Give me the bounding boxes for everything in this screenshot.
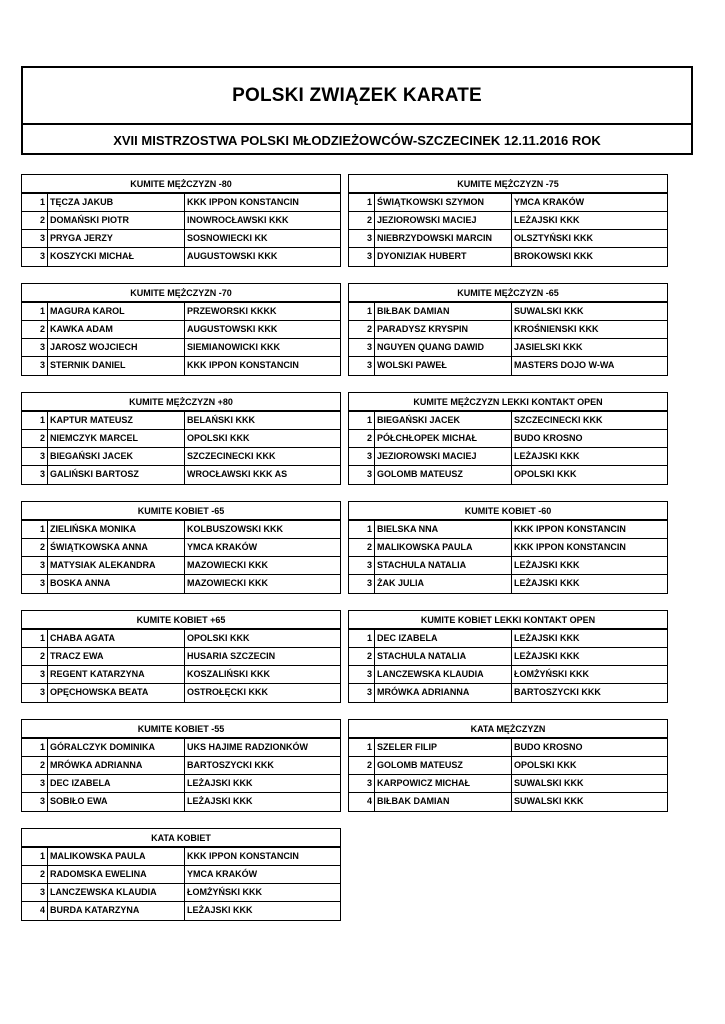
competitor-name: KOSZYCKI MICHAŁ bbox=[48, 248, 185, 266]
club-name: LEŻAJSKI KKK bbox=[514, 578, 580, 588]
table-row bbox=[22, 448, 340, 466]
table-row bbox=[22, 430, 340, 448]
place-cell: 1 bbox=[22, 739, 48, 756]
table-row bbox=[22, 630, 340, 648]
table-row bbox=[22, 848, 340, 866]
competitor-name: JEZIOROWSKI MACIEJ bbox=[375, 448, 512, 465]
club-name: MASTERS DOJO W-WA bbox=[514, 360, 615, 370]
competitor-name: RADOMSKA EWELINA bbox=[48, 866, 185, 883]
table-row bbox=[349, 321, 667, 339]
table-row bbox=[22, 521, 340, 539]
table-row bbox=[22, 866, 340, 884]
club-name: BROKOWSKI KKK bbox=[514, 251, 593, 261]
category-table bbox=[348, 719, 668, 812]
place-cell: 3 bbox=[22, 575, 48, 593]
place-cell: 3 bbox=[22, 884, 48, 901]
place-cell: 2 bbox=[349, 430, 375, 447]
place-cell: 3 bbox=[22, 357, 48, 375]
competitor-name: JEZIOROWSKI MACIEJ bbox=[375, 212, 512, 229]
club-name: SOSNOWIECKI KK bbox=[187, 233, 268, 243]
competitor-name: DYONIZIAK HUBERT bbox=[375, 248, 512, 266]
table-row bbox=[349, 357, 667, 375]
competitor-name: BIELSKA NNA bbox=[375, 521, 512, 538]
category-title: KUMITE MĘŻCZYZN -80 bbox=[22, 175, 340, 194]
table-row bbox=[349, 539, 667, 557]
table-row bbox=[349, 230, 667, 248]
club-name: OPOLSKI KKK bbox=[514, 469, 577, 479]
table-row bbox=[22, 757, 340, 775]
category-title: KUMITE KOBIET -55 bbox=[22, 720, 340, 739]
club-name: LEŻAJSKI KKK bbox=[514, 651, 580, 661]
club-name: SUWALSKI KKK bbox=[514, 796, 584, 806]
table-row bbox=[349, 684, 667, 702]
table-row bbox=[349, 648, 667, 666]
place-cell: 3 bbox=[349, 339, 375, 356]
place-cell: 3 bbox=[349, 230, 375, 247]
table-row bbox=[22, 321, 340, 339]
competitor-name: NGUYEN QUANG DAWID bbox=[375, 339, 512, 356]
place-cell: 1 bbox=[22, 303, 48, 320]
club-name: AUGUSTOWSKI KKK bbox=[187, 324, 278, 334]
table-row bbox=[349, 557, 667, 575]
place-cell: 3 bbox=[22, 793, 48, 811]
competitor-name: ZIELIŃSKA MONIKA bbox=[48, 521, 185, 538]
competitor-name: MALIKOWSKA PAULA bbox=[48, 848, 185, 865]
place-cell: 2 bbox=[22, 866, 48, 883]
place-cell: 1 bbox=[22, 194, 48, 211]
category-table bbox=[348, 283, 668, 376]
club-name: MAZOWIECKI KKK bbox=[187, 578, 268, 588]
table-row bbox=[349, 448, 667, 466]
club-name: BUDO KROSNO bbox=[514, 433, 583, 443]
competitor-name: DEC IZABELA bbox=[375, 630, 512, 647]
club-name: OPOLSKI KKK bbox=[514, 760, 577, 770]
place-cell: 1 bbox=[22, 848, 48, 865]
competitor-name: BIŁBAK DAMIAN bbox=[375, 303, 512, 320]
category-title: KUMITE MĘŻCZYZN LEKKI KONTAKT OPEN bbox=[349, 393, 667, 412]
competitor-name: KAPTUR MATEUSZ bbox=[48, 412, 185, 429]
table-row bbox=[22, 684, 340, 702]
club-name: LEŻAJSKI KKK bbox=[514, 560, 580, 570]
competitor-name: LANCZEWSKA KLAUDIA bbox=[48, 884, 185, 901]
table-row bbox=[349, 430, 667, 448]
competitor-name: BIŁBAK DAMIAN bbox=[375, 793, 512, 811]
place-cell: 1 bbox=[349, 521, 375, 538]
place-cell: 2 bbox=[349, 757, 375, 774]
club-name: SZCZECINECKI KKK bbox=[514, 415, 603, 425]
competitor-name: TRACZ EWA bbox=[48, 648, 185, 665]
club-name: UKS HAJIME RADZIONKÓW bbox=[187, 742, 308, 752]
table-row bbox=[349, 303, 667, 321]
competitor-name: STACHULA NATALIA bbox=[375, 648, 512, 665]
place-cell: 3 bbox=[349, 466, 375, 484]
competitor-name: BIEGAŃSKI JACEK bbox=[48, 448, 185, 465]
place-cell: 3 bbox=[22, 557, 48, 574]
place-cell: 1 bbox=[22, 521, 48, 538]
club-name: YMCA KRAKÓW bbox=[187, 542, 258, 552]
competitor-name: ŚWIĄTKOWSKI SZYMON bbox=[375, 194, 512, 211]
table-row bbox=[349, 212, 667, 230]
table-row bbox=[22, 557, 340, 575]
competitor-name: GALIŃSKI BARTOSZ bbox=[48, 466, 185, 484]
category-table bbox=[21, 174, 341, 267]
club-name: SUWALSKI KKK bbox=[514, 306, 584, 316]
table-row bbox=[349, 739, 667, 757]
table-row bbox=[22, 775, 340, 793]
place-cell: 3 bbox=[22, 448, 48, 465]
category-title: KUMITE KOBIET -60 bbox=[349, 502, 667, 521]
competitor-name: MAGURA KAROL bbox=[48, 303, 185, 320]
category-title: KUMITE KOBIET -65 bbox=[22, 502, 340, 521]
club-name: AUGUSTOWSKI KKK bbox=[187, 251, 278, 261]
club-name: LEŻAJSKI KKK bbox=[187, 796, 253, 806]
place-cell: 3 bbox=[22, 466, 48, 484]
place-cell: 3 bbox=[349, 557, 375, 574]
club-name: SZCZECINECKI KKK bbox=[187, 451, 276, 461]
place-cell: 3 bbox=[22, 775, 48, 792]
table-row bbox=[349, 194, 667, 212]
club-name: ŁOMŻYŃSKI KKK bbox=[514, 669, 589, 679]
table-row bbox=[22, 248, 340, 266]
competitor-name: TĘCZA JAKUB bbox=[48, 194, 185, 211]
place-cell: 2 bbox=[22, 430, 48, 447]
competitor-name: ŻAK JULIA bbox=[375, 575, 512, 593]
table-row bbox=[349, 575, 667, 593]
club-name: YMCA KRAKÓW bbox=[514, 197, 585, 207]
table-row bbox=[22, 466, 340, 484]
table-row bbox=[22, 339, 340, 357]
table-row bbox=[22, 303, 340, 321]
competitor-name: STERNIK DANIEL bbox=[48, 357, 185, 375]
table-row bbox=[22, 793, 340, 811]
place-cell: 3 bbox=[349, 357, 375, 375]
category-title: KUMITE KOBIET +65 bbox=[22, 611, 340, 630]
competitor-name: LANCZEWSKA KLAUDIA bbox=[375, 666, 512, 683]
category-table bbox=[21, 828, 341, 921]
place-cell: 4 bbox=[22, 902, 48, 920]
club-name: SIEMIANOWICKI KKK bbox=[187, 342, 280, 352]
place-cell: 3 bbox=[349, 684, 375, 702]
place-cell: 1 bbox=[349, 630, 375, 647]
competitor-name: DOMAŃSKI PIOTR bbox=[48, 212, 185, 229]
place-cell: 2 bbox=[22, 321, 48, 338]
place-cell: 3 bbox=[22, 248, 48, 266]
competitor-name: PRYGA JERZY bbox=[48, 230, 185, 247]
place-cell: 3 bbox=[349, 666, 375, 683]
club-name: LEŻAJSKI KKK bbox=[187, 905, 253, 915]
club-name: BARTOSZYCKI KKK bbox=[514, 687, 601, 697]
table-row bbox=[22, 884, 340, 902]
competitor-name: REGENT KATARZYNA bbox=[48, 666, 185, 683]
category-table bbox=[21, 610, 341, 703]
table-row bbox=[349, 521, 667, 539]
document-subtitle: XVII MISTRZOSTWA POLSKI MŁODZIEŻOWCÓW-SZCZECINEK 12.11.2016 ROK bbox=[113, 132, 601, 148]
category-table bbox=[348, 501, 668, 594]
place-cell: 2 bbox=[349, 321, 375, 338]
table-row bbox=[22, 212, 340, 230]
competitor-name: MATYSIAK ALEKANDRA bbox=[48, 557, 185, 574]
place-cell: 1 bbox=[22, 412, 48, 429]
club-name: WROCŁAWSKI KKK AS bbox=[187, 469, 288, 479]
competitor-name: KARPOWICZ MICHAŁ bbox=[375, 775, 512, 792]
place-cell: 2 bbox=[22, 757, 48, 774]
competitor-name: OPĘCHOWSKA BEATA bbox=[48, 684, 185, 702]
table-row bbox=[349, 466, 667, 484]
competitor-name: BIEGAŃSKI JACEK bbox=[375, 412, 512, 429]
competitor-name: MRÓWKA ADRIANNA bbox=[375, 684, 512, 702]
competitor-name: KAWKA ADAM bbox=[48, 321, 185, 338]
club-name: OPOLSKI KKK bbox=[187, 433, 250, 443]
place-cell: 1 bbox=[349, 194, 375, 211]
club-name: KOLBUSZOWSKI KKK bbox=[187, 524, 283, 534]
table-row bbox=[22, 194, 340, 212]
category-table bbox=[21, 719, 341, 812]
club-name: ŁOMŻYŃSKI KKK bbox=[187, 887, 262, 897]
club-name: KKK IPPON KONSTANCIN bbox=[187, 197, 299, 207]
club-name: SUWALSKI KKK bbox=[514, 778, 584, 788]
place-cell: 3 bbox=[349, 248, 375, 266]
table-row bbox=[349, 412, 667, 430]
competitor-name: CHABA AGATA bbox=[48, 630, 185, 647]
table-row bbox=[22, 739, 340, 757]
club-name: LEŻAJSKI KKK bbox=[514, 451, 580, 461]
category-title: KATA KOBIET bbox=[22, 829, 340, 848]
club-name: HUSARIA SZCZECIN bbox=[187, 651, 276, 661]
club-name: JASIELSKI KKK bbox=[514, 342, 583, 352]
club-name: BARTOSZYCKI KKK bbox=[187, 760, 274, 770]
club-name: KKK IPPON KONSTANCIN bbox=[187, 851, 299, 861]
club-name: OLSZTYŃSKI KKK bbox=[514, 233, 594, 243]
category-title: KUMITE MĘŻCZYZN -65 bbox=[349, 284, 667, 303]
table-row bbox=[349, 775, 667, 793]
place-cell: 3 bbox=[22, 666, 48, 683]
place-cell: 2 bbox=[22, 212, 48, 229]
competitor-name: NIEMCZYK MARCEL bbox=[48, 430, 185, 447]
category-table bbox=[21, 283, 341, 376]
competitor-name: STACHULA NATALIA bbox=[375, 557, 512, 574]
place-cell: 2 bbox=[349, 212, 375, 229]
place-cell: 2 bbox=[349, 539, 375, 556]
document-title: POLSKI ZWIĄZEK KARATE bbox=[23, 68, 691, 125]
competitor-name: GOLOMB MATEUSZ bbox=[375, 466, 512, 484]
category-title: KATA MĘŻCZYZN bbox=[349, 720, 667, 739]
competitor-name: ŚWIĄTKOWSKA ANNA bbox=[48, 539, 185, 556]
club-name: KKK IPPON KONSTANCIN bbox=[187, 360, 299, 370]
table-row bbox=[22, 902, 340, 920]
table-row bbox=[349, 248, 667, 266]
place-cell: 3 bbox=[22, 339, 48, 356]
category-title: KUMITE MĘŻCZYZN +80 bbox=[22, 393, 340, 412]
competitor-name: MRÓWKA ADRIANNA bbox=[48, 757, 185, 774]
place-cell: 1 bbox=[349, 412, 375, 429]
category-table bbox=[348, 392, 668, 485]
club-name: KKK IPPON KONSTANCIN bbox=[514, 524, 626, 534]
category-table bbox=[21, 501, 341, 594]
category-table bbox=[348, 610, 668, 703]
category-title: KUMITE KOBIET LEKKI KONTAKT OPEN bbox=[349, 611, 667, 630]
table-row bbox=[349, 630, 667, 648]
competitor-name: DEC IZABELA bbox=[48, 775, 185, 792]
place-cell: 1 bbox=[349, 739, 375, 756]
competitor-name: WOLSKI PAWEŁ bbox=[375, 357, 512, 375]
table-row bbox=[349, 339, 667, 357]
place-cell: 1 bbox=[349, 303, 375, 320]
competitor-name: BURDA KATARZYNA bbox=[48, 902, 185, 920]
club-name: BELAŃSKI KKK bbox=[187, 415, 256, 425]
club-name: KOSZALIŃSKI KKK bbox=[187, 669, 270, 679]
category-title: KUMITE MĘŻCZYZN -75 bbox=[349, 175, 667, 194]
competitor-name: GOLOMB MATEUSZ bbox=[375, 757, 512, 774]
table-row bbox=[22, 575, 340, 593]
place-cell: 2 bbox=[22, 539, 48, 556]
club-name: OSTROŁĘCKI KKK bbox=[187, 687, 268, 697]
table-row bbox=[349, 666, 667, 684]
competitor-name: MALIKOWSKA PAULA bbox=[375, 539, 512, 556]
competitor-name: GÓRALCZYK DOMINIKA bbox=[48, 739, 185, 756]
place-cell: 3 bbox=[22, 230, 48, 247]
place-cell: 3 bbox=[349, 775, 375, 792]
place-cell: 1 bbox=[22, 630, 48, 647]
competitor-name: PARADYSZ KRYSPIN bbox=[375, 321, 512, 338]
table-row bbox=[22, 230, 340, 248]
competitor-name: JAROSZ WOJCIECH bbox=[48, 339, 185, 356]
club-name: LEŻAJSKI KKK bbox=[514, 633, 580, 643]
club-name: LEŻAJSKI KKK bbox=[187, 778, 253, 788]
club-name: MAZOWIECKI KKK bbox=[187, 560, 268, 570]
table-row bbox=[22, 666, 340, 684]
category-table bbox=[21, 392, 341, 485]
competitor-name: SOBIŁO EWA bbox=[48, 793, 185, 811]
club-name: LEŻAJSKI KKK bbox=[514, 215, 580, 225]
club-name: PRZEWORSKI KKKK bbox=[187, 306, 277, 316]
place-cell: 2 bbox=[349, 648, 375, 665]
place-cell: 3 bbox=[349, 448, 375, 465]
place-cell: 2 bbox=[22, 648, 48, 665]
table-row bbox=[22, 539, 340, 557]
club-name: KKK IPPON KONSTANCIN bbox=[514, 542, 626, 552]
table-row bbox=[349, 793, 667, 811]
club-name: BUDO KROSNO bbox=[514, 742, 583, 752]
competitor-name: SZELER FILIP bbox=[375, 739, 512, 756]
category-title: KUMITE MĘŻCZYZN -70 bbox=[22, 284, 340, 303]
table-row bbox=[22, 648, 340, 666]
club-name: INOWROCŁAWSKI KKK bbox=[187, 215, 289, 225]
place-cell: 4 bbox=[349, 793, 375, 811]
place-cell: 3 bbox=[349, 575, 375, 593]
competitor-name: NIEBRZYDOWSKI MARCIN bbox=[375, 230, 512, 247]
place-cell: 3 bbox=[22, 684, 48, 702]
club-name: OPOLSKI KKK bbox=[187, 633, 250, 643]
competitor-name: PÓŁCHŁOPEK MICHAŁ bbox=[375, 430, 512, 447]
table-row bbox=[349, 757, 667, 775]
club-name: YMCA KRAKÓW bbox=[187, 869, 258, 879]
table-row bbox=[22, 412, 340, 430]
document-header bbox=[21, 66, 693, 155]
table-row bbox=[22, 357, 340, 375]
competitor-name: BOSKA ANNA bbox=[48, 575, 185, 593]
club-name: KROŚNIENSKI KKK bbox=[514, 324, 599, 334]
category-table bbox=[348, 174, 668, 267]
